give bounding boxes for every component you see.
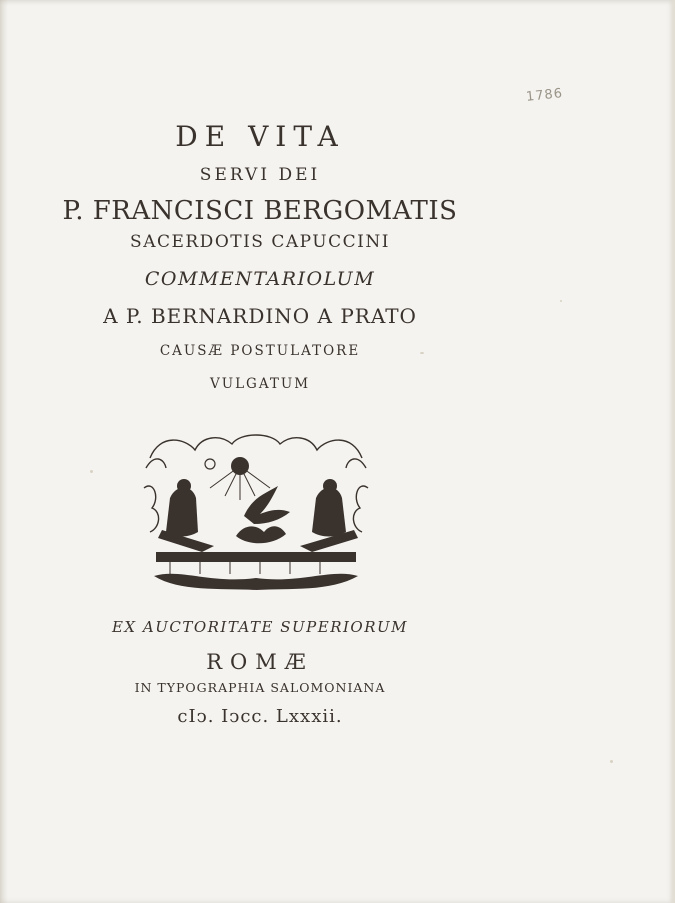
phoenix-icon bbox=[236, 486, 290, 543]
paper-speck bbox=[610, 760, 613, 763]
vignette-right-foliage bbox=[353, 486, 368, 532]
vignette-base bbox=[154, 552, 358, 590]
title-line-subject-name: P. FRANCISCI BERGOMATIS bbox=[62, 196, 458, 226]
vignette-cartouche-top bbox=[150, 435, 362, 458]
title-line-author: A P. BERNARDINO A PRATO bbox=[103, 304, 417, 328]
engraved-vignette bbox=[140, 428, 372, 594]
title-line-subject-role: SACERDOTIS CAPUCCINI bbox=[130, 232, 390, 252]
vignette-scroll-curl bbox=[146, 459, 366, 468]
left-figure-icon bbox=[158, 479, 214, 552]
handwritten-date-note: 1786 bbox=[525, 86, 564, 105]
imprint-city: ROMÆ bbox=[206, 650, 314, 674]
star-medallion-icon bbox=[205, 459, 215, 469]
imprint-year: cIↄ. Iↄcc. Lxxxii. bbox=[177, 706, 343, 727]
paper-speck bbox=[90, 470, 93, 473]
title-line-vulgatum: VULGATUM bbox=[209, 376, 311, 392]
imprint-printer: IN TYPOGRAPHIA SALOMONIANA bbox=[134, 680, 386, 695]
imprint-authority: EX AUCTORITATE SUPERIORUM bbox=[111, 618, 409, 636]
title-line-servi-dei: SERVI DEI bbox=[199, 165, 321, 185]
title-line-commentariolum: COMMENTARIOLUM bbox=[144, 268, 376, 290]
paper-speck bbox=[560, 300, 562, 302]
right-figure-icon bbox=[300, 479, 358, 552]
title-line-author-role: CAUSÆ POSTULATORE bbox=[159, 343, 361, 359]
vignette-left-foliage bbox=[144, 486, 159, 532]
sun-icon bbox=[210, 457, 270, 500]
page-edge bbox=[669, 0, 675, 903]
title-line-de-vita: DE VITA bbox=[175, 120, 345, 153]
